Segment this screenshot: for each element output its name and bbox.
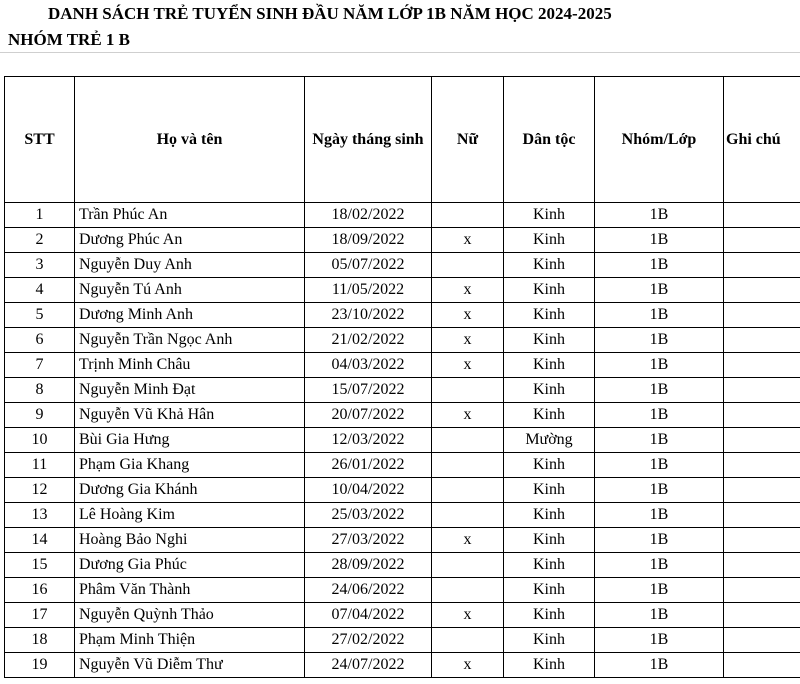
cell-female — [432, 253, 504, 278]
cell-stt: 16 — [5, 578, 75, 603]
header-row — [5, 77, 800, 203]
cell-name: Nguyễn Trần Ngọc Anh — [75, 328, 305, 353]
cell-ethnicity: Kinh — [504, 628, 595, 653]
cell-stt: 7 — [5, 353, 75, 378]
cell-ethnicity: Kinh — [504, 578, 595, 603]
cell-name: Phâm Văn Thành — [75, 578, 305, 603]
header-ethnicity: Dân tộc — [504, 77, 595, 203]
cell-dob: 10/04/2022 — [305, 478, 432, 503]
cell-note — [724, 328, 800, 353]
cell-group: 1B — [595, 253, 724, 278]
cell-dob: 15/07/2022 — [305, 378, 432, 403]
cell-note — [724, 603, 800, 628]
cell-female: x — [432, 228, 504, 253]
cell-ethnicity: Kinh — [504, 528, 595, 553]
cell-name: Nguyễn Minh Đạt — [75, 378, 305, 403]
document-title: DANH SÁCH TRẺ TUYỂN SINH ĐẦU NĂM LỚP 1B NĂM HỌC 2024-2025 — [48, 4, 612, 23]
cell-name: Dương Minh Anh — [75, 303, 305, 328]
cell-ethnicity: Kinh — [504, 403, 595, 428]
cell-female — [432, 628, 504, 653]
cell-female: x — [432, 653, 504, 678]
cell-female — [432, 428, 504, 453]
table-row — [5, 378, 800, 403]
cell-note — [724, 353, 800, 378]
cell-group: 1B — [595, 578, 724, 603]
cell-stt: 6 — [5, 328, 75, 353]
cell-name: Nguyễn Duy Anh — [75, 253, 305, 278]
cell-dob: 27/03/2022 — [305, 528, 432, 553]
cell-stt: 5 — [5, 303, 75, 328]
cell-dob: 21/02/2022 — [305, 328, 432, 353]
table-row — [5, 528, 800, 553]
cell-stt: 18 — [5, 628, 75, 653]
cell-note — [724, 503, 800, 528]
cell-name: Nguyễn Vũ Diễm Thư — [75, 653, 305, 678]
table-row — [5, 553, 800, 578]
cell-name: Dương Phúc An — [75, 228, 305, 253]
cell-stt: 2 — [5, 228, 75, 253]
cell-name: Hoàng Bảo Nghi — [75, 528, 305, 553]
cell-name: Nguyễn Quỳnh Thảo — [75, 603, 305, 628]
table-row — [5, 428, 800, 453]
cell-ethnicity: Kinh — [504, 603, 595, 628]
header-stt: STT — [5, 77, 75, 203]
cell-stt: 1 — [5, 203, 75, 228]
cell-note — [724, 453, 800, 478]
cell-note — [724, 528, 800, 553]
cell-stt: 13 — [5, 503, 75, 528]
cell-female — [432, 553, 504, 578]
header-group: Nhóm/Lớp — [595, 77, 724, 203]
cell-name: Nguyễn Vũ Khả Hân — [75, 403, 305, 428]
table-row — [5, 303, 800, 328]
cell-note — [724, 403, 800, 428]
table-row — [5, 653, 800, 678]
cell-dob: 04/03/2022 — [305, 353, 432, 378]
cell-ethnicity: Kinh — [504, 278, 595, 303]
cell-ethnicity: Kinh — [504, 203, 595, 228]
cell-name: Trịnh Minh Châu — [75, 353, 305, 378]
cell-note — [724, 253, 800, 278]
cell-stt: 9 — [5, 403, 75, 428]
cell-stt: 12 — [5, 478, 75, 503]
cell-ethnicity: Kinh — [504, 378, 595, 403]
cell-female — [432, 478, 504, 503]
cell-dob: 23/10/2022 — [305, 303, 432, 328]
cell-stt: 4 — [5, 278, 75, 303]
cell-female — [432, 578, 504, 603]
group-subtitle: NHÓM TRẺ 1 B — [8, 30, 131, 49]
cell-group: 1B — [595, 228, 724, 253]
cell-dob: 12/03/2022 — [305, 428, 432, 453]
cell-dob: 27/02/2022 — [305, 628, 432, 653]
cell-group: 1B — [595, 478, 724, 503]
cell-note — [724, 228, 800, 253]
table-row — [5, 478, 800, 503]
cell-group: 1B — [595, 428, 724, 453]
cell-group: 1B — [595, 553, 724, 578]
cell-dob: 24/06/2022 — [305, 578, 432, 603]
table-row — [5, 628, 800, 653]
cell-female: x — [432, 303, 504, 328]
cell-ethnicity: Kinh — [504, 253, 595, 278]
cell-note — [724, 653, 800, 678]
cell-dob: 20/07/2022 — [305, 403, 432, 428]
cell-note — [724, 578, 800, 603]
cell-ethnicity: Kinh — [504, 653, 595, 678]
table-row — [5, 403, 800, 428]
cell-female — [432, 503, 504, 528]
cell-stt: 19 — [5, 653, 75, 678]
cell-name: Trần Phúc An — [75, 203, 305, 228]
cell-stt: 10 — [5, 428, 75, 453]
cell-female — [432, 453, 504, 478]
cell-stt: 8 — [5, 378, 75, 403]
cell-dob: 18/02/2022 — [305, 203, 432, 228]
cell-name: Dương Gia Phúc — [75, 553, 305, 578]
cell-note — [724, 628, 800, 653]
cell-dob: 25/03/2022 — [305, 503, 432, 528]
cell-note — [724, 378, 800, 403]
table-row — [5, 503, 800, 528]
header-note: Ghi chú — [724, 77, 800, 203]
cell-dob: 28/09/2022 — [305, 553, 432, 578]
cell-dob: 24/07/2022 — [305, 653, 432, 678]
cell-group: 1B — [595, 203, 724, 228]
cell-group: 1B — [595, 603, 724, 628]
cell-group: 1B — [595, 303, 724, 328]
table-row — [5, 203, 800, 228]
cell-ethnicity: Kinh — [504, 303, 595, 328]
cell-name: Phạm Gia Khang — [75, 453, 305, 478]
cell-group: 1B — [595, 653, 724, 678]
cell-group: 1B — [595, 278, 724, 303]
cell-group: 1B — [595, 353, 724, 378]
table-row — [5, 603, 800, 628]
header-divider — [0, 52, 800, 53]
cell-name: Phạm Minh Thiện — [75, 628, 305, 653]
cell-female: x — [432, 353, 504, 378]
cell-group: 1B — [595, 528, 724, 553]
cell-note — [724, 303, 800, 328]
cell-female: x — [432, 278, 504, 303]
cell-dob: 18/09/2022 — [305, 228, 432, 253]
header-dob: Ngày tháng sinh — [305, 77, 432, 203]
student-table — [4, 76, 800, 678]
cell-group: 1B — [595, 328, 724, 353]
cell-note — [724, 428, 800, 453]
cell-group: 1B — [595, 453, 724, 478]
cell-stt: 14 — [5, 528, 75, 553]
table-row — [5, 328, 800, 353]
cell-name: Lê Hoàng Kim — [75, 503, 305, 528]
cell-group: 1B — [595, 378, 724, 403]
table-row — [5, 228, 800, 253]
header-female: Nữ — [432, 77, 504, 203]
cell-stt: 15 — [5, 553, 75, 578]
cell-dob: 07/04/2022 — [305, 603, 432, 628]
cell-female: x — [432, 528, 504, 553]
table-row — [5, 353, 800, 378]
cell-female: x — [432, 328, 504, 353]
cell-ethnicity: Kinh — [504, 478, 595, 503]
header-name: Họ và tên — [75, 77, 305, 203]
cell-ethnicity: Kinh — [504, 328, 595, 353]
cell-ethnicity: Kinh — [504, 228, 595, 253]
cell-stt: 11 — [5, 453, 75, 478]
cell-ethnicity: Kinh — [504, 553, 595, 578]
table-row — [5, 453, 800, 478]
cell-group: 1B — [595, 503, 724, 528]
cell-ethnicity: Kinh — [504, 453, 595, 478]
cell-ethnicity: Kinh — [504, 353, 595, 378]
cell-note — [724, 278, 800, 303]
cell-female — [432, 203, 504, 228]
cell-stt: 3 — [5, 253, 75, 278]
table-row — [5, 253, 800, 278]
cell-group: 1B — [595, 403, 724, 428]
cell-stt: 17 — [5, 603, 75, 628]
cell-dob: 05/07/2022 — [305, 253, 432, 278]
cell-name: Nguyễn Tú Anh — [75, 278, 305, 303]
table-row — [5, 578, 800, 603]
cell-dob: 11/05/2022 — [305, 278, 432, 303]
cell-name: Dương Gia Khánh — [75, 478, 305, 503]
cell-ethnicity: Mường — [504, 428, 595, 453]
cell-ethnicity: Kinh — [504, 503, 595, 528]
cell-note — [724, 203, 800, 228]
cell-female — [432, 378, 504, 403]
cell-note — [724, 478, 800, 503]
cell-group: 1B — [595, 628, 724, 653]
cell-dob: 26/01/2022 — [305, 453, 432, 478]
cell-female: x — [432, 603, 504, 628]
table-row — [5, 278, 800, 303]
cell-note — [724, 553, 800, 578]
cell-name: Bùi Gia Hưng — [75, 428, 305, 453]
cell-female: x — [432, 403, 504, 428]
